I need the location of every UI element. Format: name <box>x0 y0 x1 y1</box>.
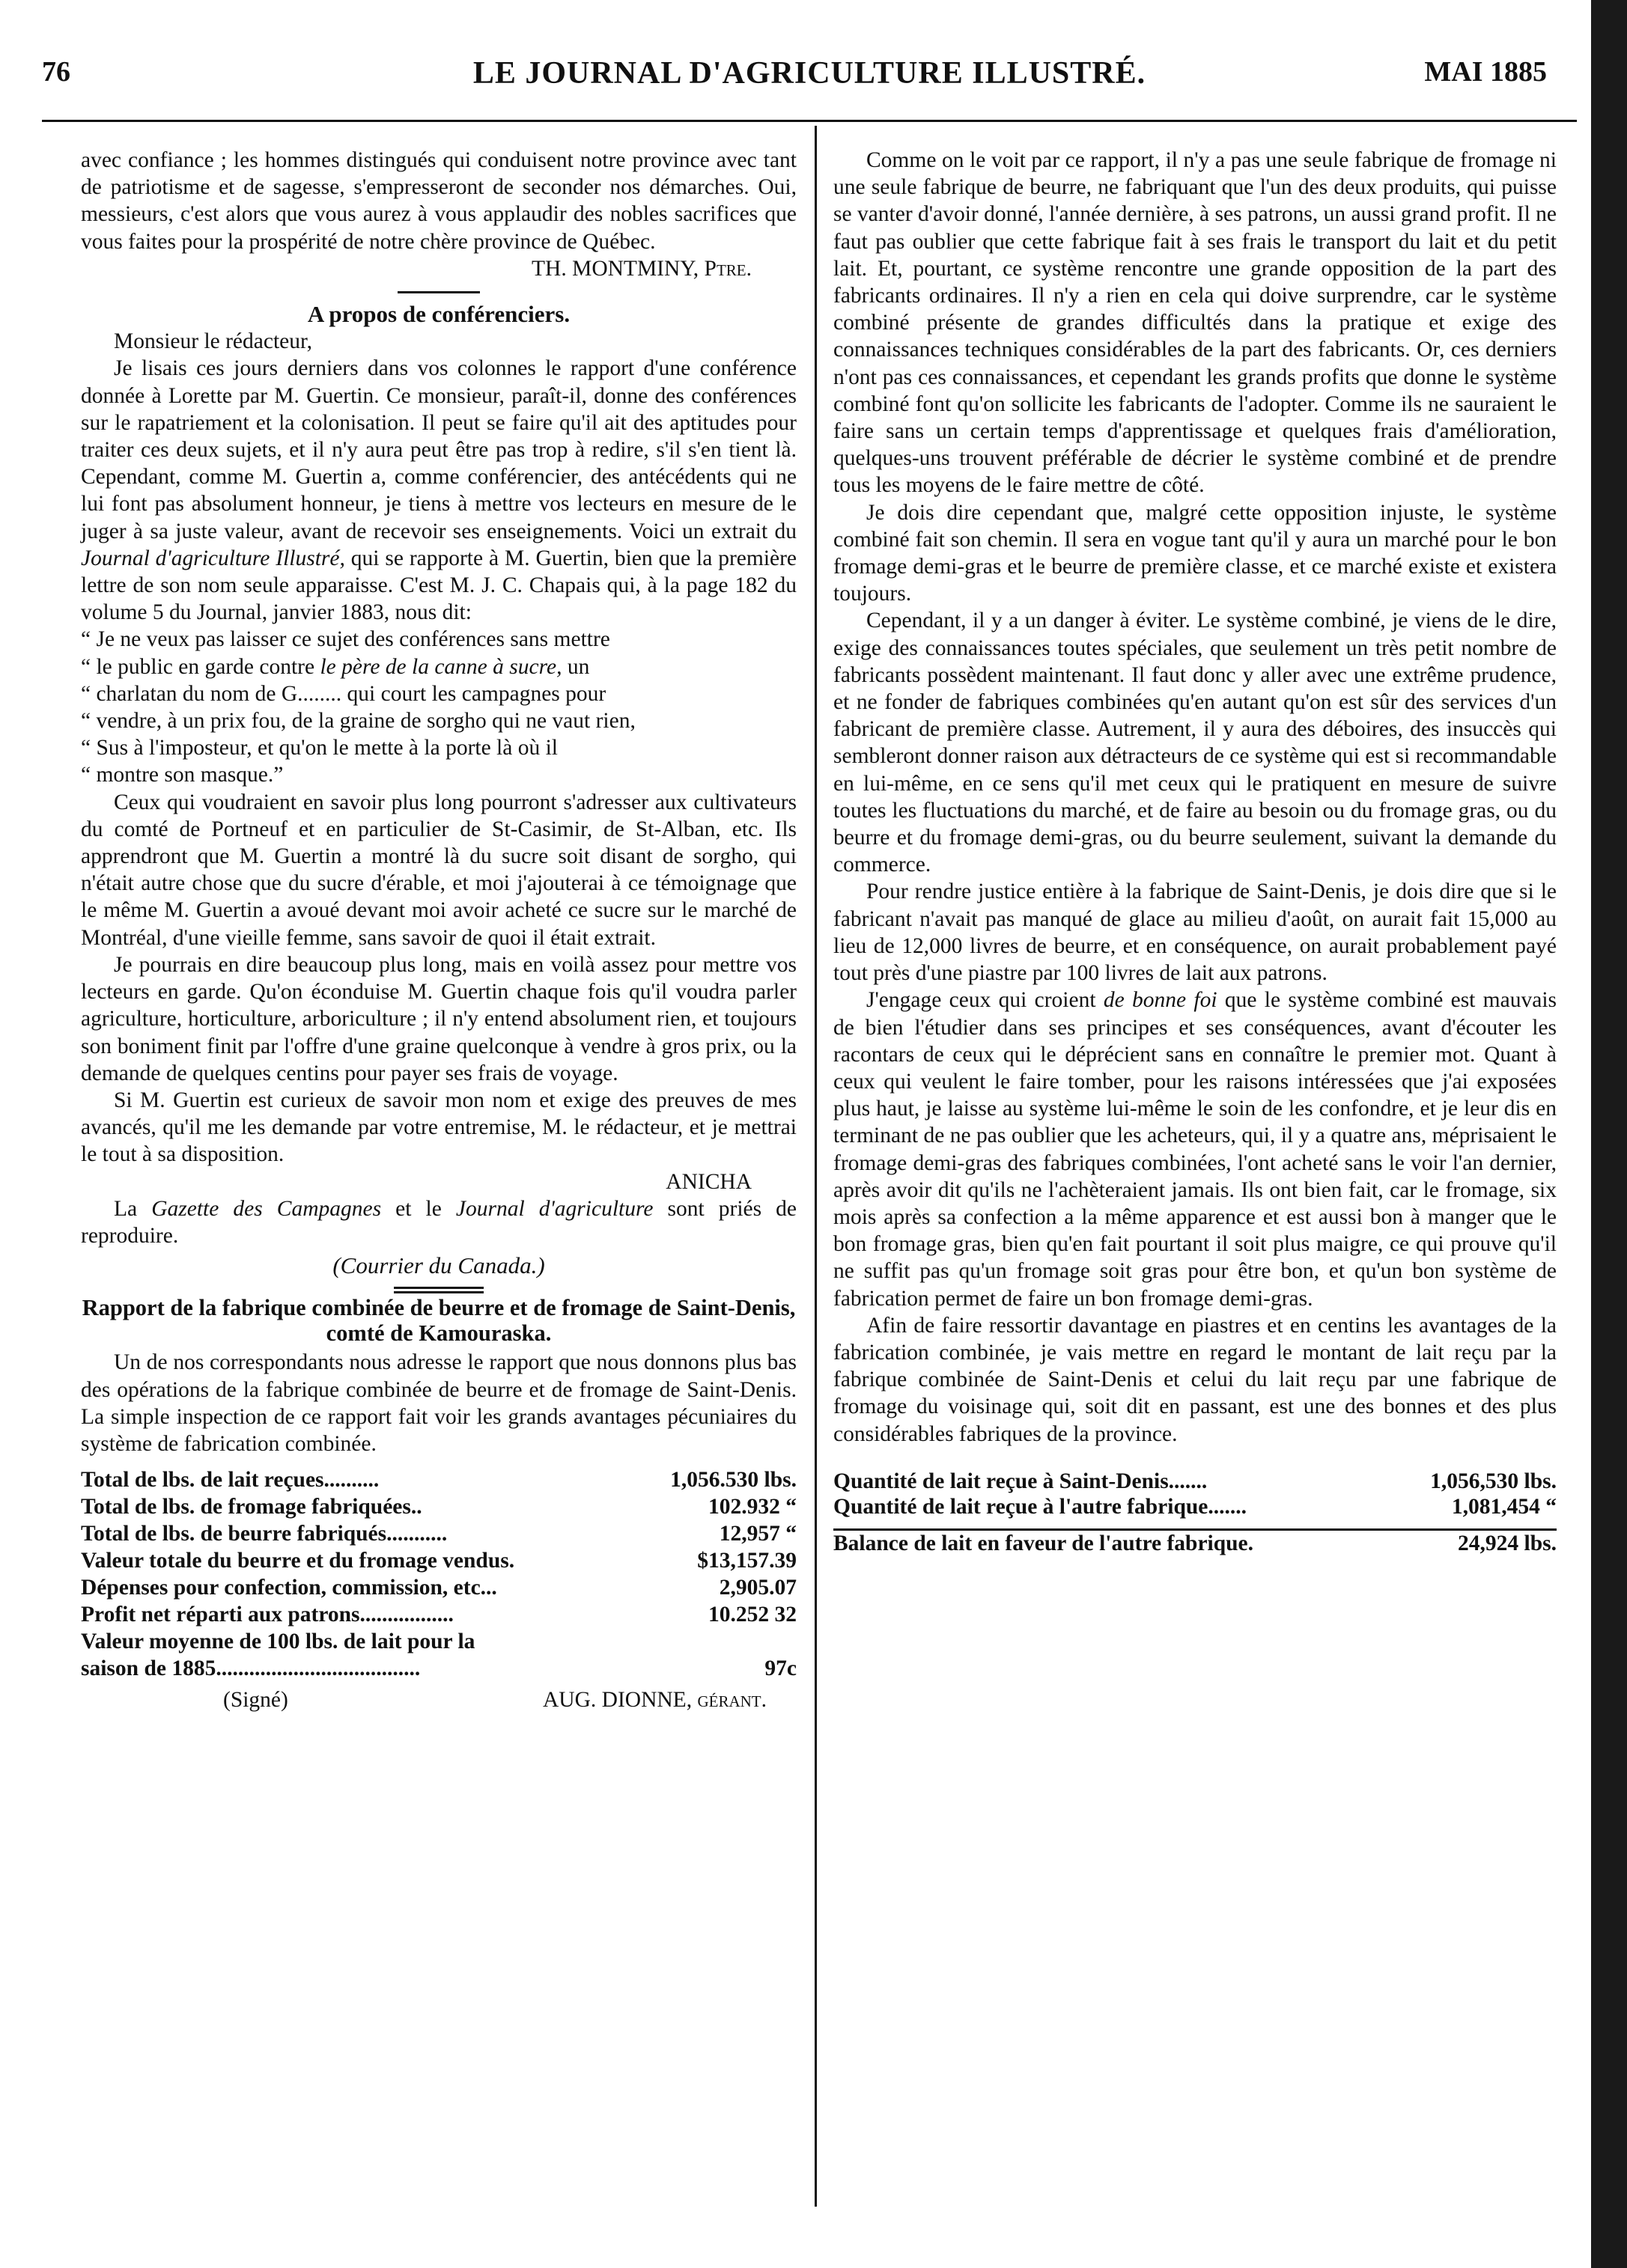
article-paragraph: Comme on le voit par ce rapport, il n'y a pas une seule fabrique de fromage ni une seule fabrique de beurre, ne fabriquant que l'un des deux produits, qui puisse se vanter d'avoir donné, l'année dernière, à ses patrons, un aussi grand profit. Il ne faut pas oublier que cette fabrique fait à ses frais le transport du lait et du petit lait. Et, pourtant, ce système rencontre une grande opposition de la part des fabricants ordinaires. Il n'y a rien en cela qui doive surprendre, car le système combiné présente de grandes difficultés dans la pratique et exige des connaissances techniques considérables de la part des fabricants. Or, ces derniers n'ont pas ces connaissances, et cependant les grands profits que donne le système combiné font qu'on sollicite les fabricants de l'adopter. Comme ils ne sauraient le faire sans un certain temps d'apprentissage et quelques frais d'amélioration, quelques-uns trouvent préférable de décrier le système combiné et de prendre tous les moyens de le faire mettre de côté. <box>833 148 1557 498</box>
comparison-value: 1,081,454 “ <box>1451 1494 1557 1519</box>
table-row <box>81 1547 797 1574</box>
article-paragraph: Je dois dire cependant que, malgré cette opposition injuste, le système combiné fait son chemin. Il sera en vogue tant qu'il y aura un marché pour le bon fromage demi-gras et le beurre de première classe, et ce marché existe et existera toujours. <box>833 500 1557 606</box>
article-paragraph <box>81 355 797 626</box>
table-row <box>833 1529 1557 1556</box>
comparison-label: Quantité de lait reçue à Saint-Denis....... <box>833 1469 1208 1493</box>
stat-value: 97c <box>764 1656 797 1681</box>
stat-label: Valeur moyenne de 100 lbs. de lait pour la <box>81 1630 475 1654</box>
stat-label: Valeur totale du beurre et du fromage vendus. <box>81 1549 515 1573</box>
table-row <box>81 1601 797 1628</box>
balance-table <box>833 1528 1557 1556</box>
left-column <box>81 147 797 1713</box>
separator-rule <box>398 291 480 293</box>
article-paragraph: Ceux qui voudraient en savoir plus long pourront s'adresser aux cultivateurs du comté de Portneuf et en particulier de St-Casimir, de St-Alban, etc. Ils apprendront que M. Guertin a montré là du sucre soit disant de sorgho, qui n'était autre chose que du sucre d'érable, et moi j'ajouterai à ce témoignage que le même M. Guertin a avoué devant moi avoir acheté ce sucre sur le marché de Montréal, d'une vieille femme, sans savoir de quoi il était extrait. <box>81 790 797 950</box>
article-paragraph: Cependant, il y a un danger à éviter. Le système combiné, je viens de le dire, exige des connaissances toutes spéciales, que seulement un très petit nombre de fabricants possèdent maintenant. Il faut donc y aller avec une extrême prudence, et ne fonder de fabriques combinées qu'en autant qu'on est sûr des services d'un fabricant de première classe. Autrement, il y aura des déboires, des insuccès qui sembleront donner raison aux détracteurs de ce système qui est si recommandable en lui-même, en ce sens qu'il met ceux qui le pratiquent en mesure de suivre toutes les fluctuations du marché, et de faire au besoin ou du fromage gras, ou du beurre et du fromage demi-gras, ou du beurre seulement, suivant la demande du commerce. <box>833 609 1557 877</box>
article-paragraph: Si M. Guertin est curieux de savoir mon nom et exige des preuves de mes avancés, qu'il me les demande par votre entremise, M. le rédacteur, et je mettrai le tout à sa disposition. <box>81 1088 797 1167</box>
salutation: Monsieur le rédacteur, <box>114 329 313 354</box>
journal-reference: Journal d'agriculture Illustré, <box>81 546 345 570</box>
stat-value: 10.252 32 <box>708 1603 797 1627</box>
article-paragraph: Afin de faire ressortir davantage en piastres et en centins les avantages de la fabrication combinée, je vais mettre en regard le montant de lait reçu par la fabrique combinée de Saint-Denis et celui du lait reçu par une fabrique de fromage du voisinage qui, soit dit en passant, est une des bonnes et des plus considérables fabriques de la province. <box>833 1313 1557 1446</box>
stat-value: 102.932 “ <box>708 1495 797 1519</box>
table-row <box>81 1574 797 1601</box>
table-row <box>81 1628 797 1655</box>
intro-paragraph: avec confiance ; les hommes distingués qui conduisent notre province avec tant de patriotisme et de sagesse, s'empresseront de seconder nos démarches. Oui, messieurs, c'est alors que vous aurez à vous applaudir des nobles sacrifices que vous faites pour la prospérité de notre chère province de Québec. <box>81 148 797 254</box>
article-paragraph: Je pourrais en dire beaucoup plus long, mais en voilà assez pour mettre vos lecteurs en garde. Qu'on éconduise M. Guertin chaque fois qu'il voudra parler agriculture, horticulture, arboriculture ; il n'y entend absolument rien, et toujours son boniment finit par l'offre d'une graine quelconque à vendre à gros prix, ou la demande de quelques centins pour payer ses frais de voyage. <box>81 952 797 1085</box>
intro-signature: TH. MONTMINY, Ptre. <box>532 256 752 281</box>
quote-line: “ charlatan du nom de G........ qui court les campagnes pour <box>81 681 606 706</box>
table-row <box>81 1466 797 1493</box>
quote-line <box>81 653 797 680</box>
signed-label: (Signé) <box>223 1688 288 1713</box>
table-row <box>81 1493 797 1520</box>
emphasis-text: de bonne foi <box>1103 988 1217 1013</box>
table-row <box>81 1520 797 1547</box>
page-header <box>42 55 1577 94</box>
stat-label: saison de 1885..................................... <box>81 1656 421 1681</box>
report-stats-table <box>81 1466 797 1682</box>
quote-italic: le père de la canne à sucre, <box>320 654 562 679</box>
article-paragraph <box>833 987 1557 1311</box>
comparison-value: 1,056,530 lbs. <box>1430 1469 1557 1493</box>
quote-text: “ le public en garde contre <box>81 654 315 679</box>
page-edge-shadow <box>1591 0 1627 2268</box>
quote-line: “ montre son masque.” <box>81 763 284 787</box>
note-text: sont priés de reproduire. <box>81 1196 797 1248</box>
stat-label: Profit net réparti aux patrons................. <box>81 1603 454 1627</box>
stat-value: 12,957 “ <box>719 1522 797 1546</box>
quotation-block <box>81 626 797 788</box>
header-rule <box>42 120 1577 122</box>
stat-value: 1,056.530 lbs. <box>670 1468 797 1493</box>
newspaper-name: Journal d'agriculture <box>455 1196 654 1221</box>
page-number: 76 <box>42 56 70 88</box>
table-row <box>833 1469 1557 1494</box>
table-row <box>833 1494 1557 1519</box>
comparison-table <box>833 1469 1557 1519</box>
article-signature: ANICHA <box>666 1169 752 1194</box>
article-source: (Courrier du Canada.) <box>332 1252 545 1279</box>
journal-title: LE JOURNAL D'AGRICULTURE ILLUSTRÉ. <box>472 56 1146 91</box>
article-paragraph: Pour rendre justice entière à la fabrique de Saint-Denis, je dois dire que si le fabricant n'avait pas manqué de glace au milieu d'août, on aurait fait 15,000 au lieu de 12,000 livres de beurre, et en conséquence, on aurait probablement payé tout près d'une piastre par 100 livres de lait aux patrons. <box>833 880 1557 986</box>
issue-date: MAI 1885 <box>1424 56 1547 88</box>
reproduce-note <box>81 1195 797 1249</box>
column-divider <box>815 126 817 2207</box>
note-text: et le <box>395 1196 442 1221</box>
stat-label: Total de lbs. de beurre fabriqués........... <box>81 1522 448 1546</box>
article-text: Je lisais ces jours derniers dans vos colonnes le rapport d'une conférence donnée à Lorette par M. Guertin. Ce monsieur, paraît-il, donne des conférences sur le rapatriement et la colonisation. Il peut se faire qu'il ait des aptitudes pour traiter ces deux sujets, et il n'y aura peut être pas trop à redire, s'il s'en tient là. Cependant, comme M. Guertin a, comme conférencier, des antécédents qui ne lui font pas absolument honneur, je tiens à mettre vos lecteurs en mesure de le juger à sa juste valeur, avant de recevoir ses enseignements. Voici un extrait du <box>81 356 797 543</box>
stat-label: Dépenses pour confection, commission, etc... <box>81 1576 497 1600</box>
article-paragraph: Un de nos correspondants nous adresse le rapport que nous donnons plus bas des opérations de la fabrique combinée de beurre et de fromage de Saint-Denis. La simple inspection de ce rapport fait voir les grands avantages pécuniaires du système de fabrication combinée. <box>81 1350 797 1456</box>
right-column <box>833 147 1557 1556</box>
stat-value <box>635 1628 797 1655</box>
balance-label: Balance de lait en faveur de l'autre fabrique. <box>833 1531 1254 1555</box>
stat-label: Total de lbs. de lait reçues.......... <box>81 1468 380 1493</box>
signed-name: AUG. DIONNE, gérant. <box>542 1688 767 1713</box>
stat-value: $13,157.39 <box>697 1549 797 1573</box>
article-text: J'engage ceux qui croient <box>866 988 1096 1013</box>
quote-text: un <box>567 654 590 679</box>
quote-line: “ Sus à l'imposteur, et qu'on le mette à la porte là où il <box>81 736 558 760</box>
stat-label: Total de lbs. de fromage fabriquées.. <box>81 1495 422 1519</box>
table-row <box>81 1655 797 1682</box>
article-title-conferenciers: A propos de conférenciers. <box>307 301 571 328</box>
note-text: La <box>114 1196 138 1221</box>
balance-value: 24,924 lbs. <box>1458 1531 1557 1555</box>
article-title-rapport: Rapport de la fabrique combinée de beurre et de fromage de Saint-Denis, comté de Kamouraska. <box>82 1295 796 1347</box>
article-text: que le système combiné est mauvais de bien l'étudier dans ses principes et ses conséquences, avant d'écouter les racontars de ceux qui le déprécient sans en connaître le premier mot. Quant à ceux qui veulent le faire tomber, pour les raisons intéressées que j'ai exposées plus haut, je laisse au système lui-même le soin de les confondre, et je leur dis en terminant de ne pas oublier que les acheteurs, qui, il y a quatre ans, méprisaient le fromage demi-gras des fabriques combinées, l'ont acheté sans le voir l'an dernier, après avoir dit qu'ils ne l'achèteraient jamais. Ils ont bien fait, car le fromage, six mois après sa confection a la même apparence et est aussi bon à manger que le bon fromage gras, bien qu'en fait pourtant il soit plus maigre, ce qui prouve qu'il ne suffit pas qu'un fromage soit gras pour être bon, et qu'un bon système de fabrication permet de faire un bon fromage demi-gras. <box>833 988 1557 1311</box>
comparison-label: Quantité de lait reçue à l'autre fabrique....... <box>833 1494 1247 1519</box>
quote-line: “ vendre, à un prix fou, de la graine de sorgho qui ne vaut rien, <box>81 709 636 734</box>
article-text: qui se rapporte à M. Guertin, bien que la première lettre de son nom seule apparaisse. C'est M. J. C. Chapais qui, à la page 182 du volume 5 du Journal, janvier 1883, nous dit: <box>81 546 797 625</box>
newspaper-name: Gazette des Campagnes <box>151 1196 382 1221</box>
quote-line: “ Je ne veux pas laisser ce sujet des conférences sans mettre <box>81 627 610 652</box>
separator-double-rule <box>394 1287 484 1289</box>
stat-value: 2,905.07 <box>719 1576 797 1600</box>
report-signature-row <box>81 1686 797 1713</box>
